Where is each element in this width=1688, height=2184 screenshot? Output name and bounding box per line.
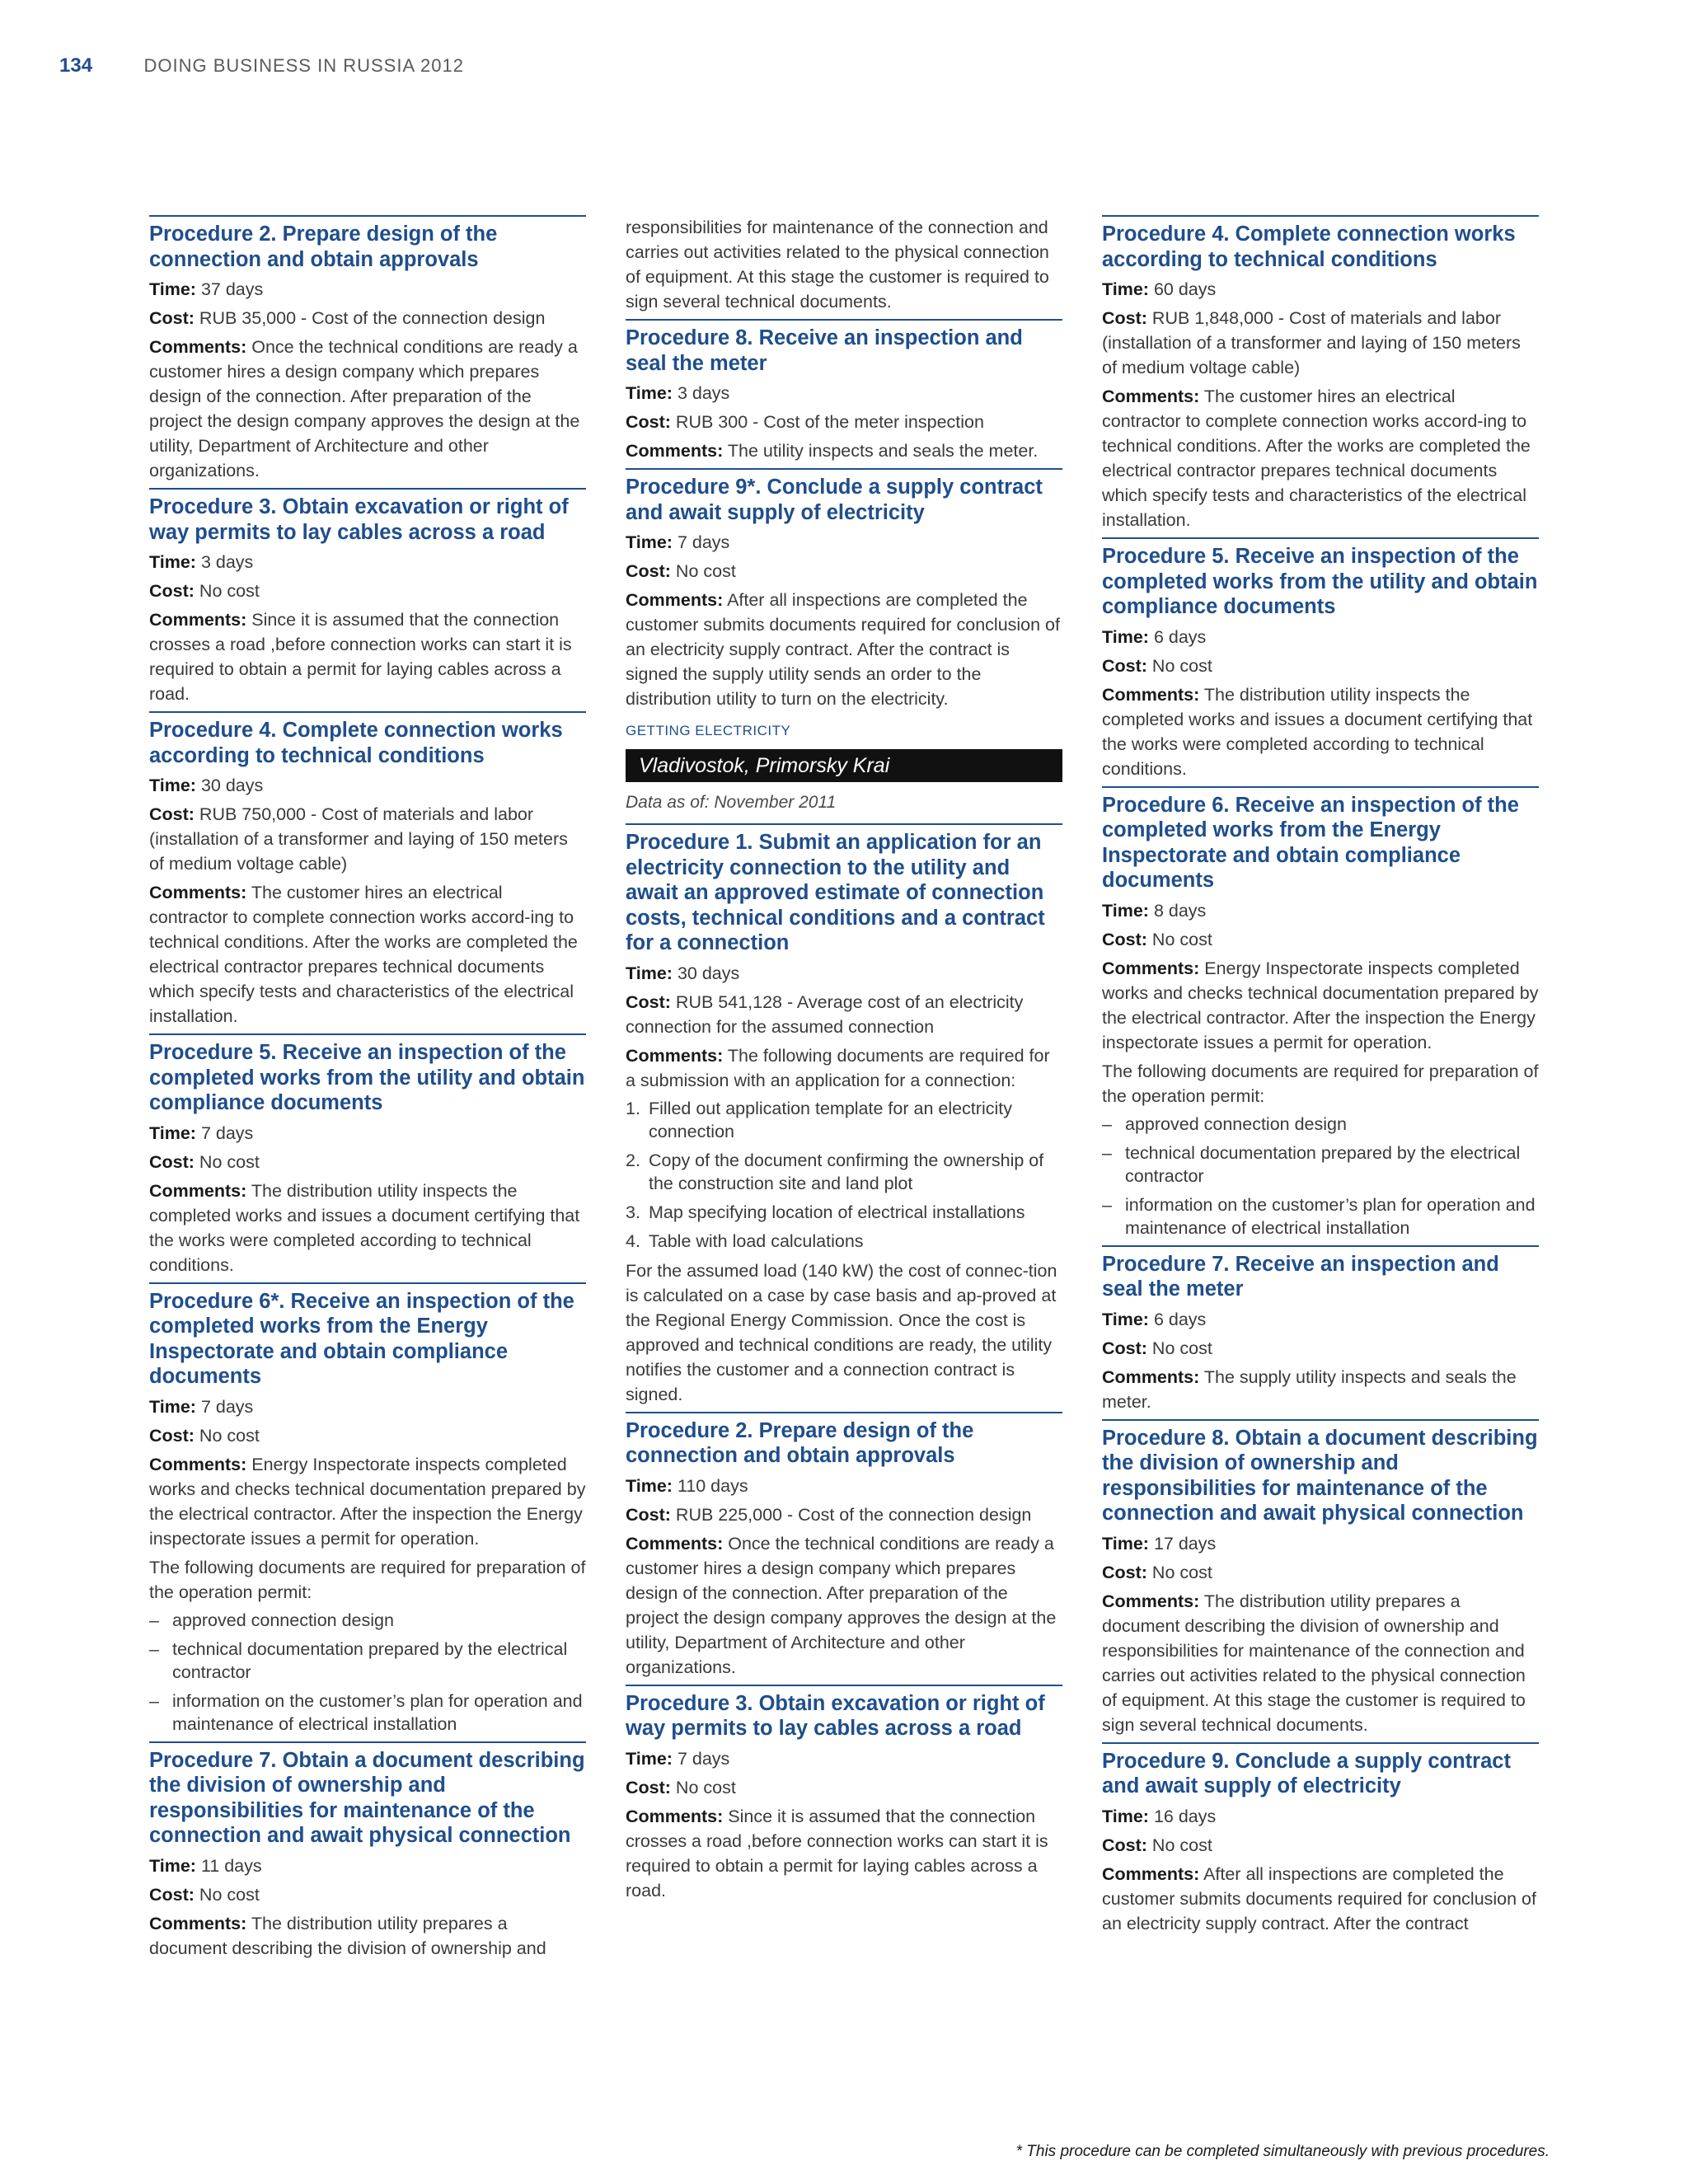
- item-text: Filled out application template for an electricity connection: [649, 1098, 1012, 1141]
- comments-value: After all inspections are completed the customer submits documents required for conclusion of an electricity supply contract. After the contract is signed the supply utility sends an order to the distribution utility to turn on the electricity.: [626, 590, 1060, 709]
- comments-field: [1102, 1862, 1539, 1936]
- column-3: [1102, 215, 1539, 1941]
- comments-value: After all inspections are completed the customer submits documents required for conclusion of an electricity supply contract. After the contract: [1102, 1863, 1536, 1933]
- cost-value: No cost: [675, 561, 736, 581]
- cost-field: [1102, 1336, 1539, 1361]
- cost-value: No cost: [1151, 1835, 1212, 1855]
- time-field: [1102, 1531, 1539, 1556]
- cost-label: Cost:: [149, 308, 195, 328]
- procedure-block: [1102, 215, 1539, 532]
- time-label: Time:: [149, 1855, 196, 1876]
- cost-value: RUB 300 - Cost of the meter inspection: [675, 412, 984, 432]
- time-value: 7 days: [677, 532, 730, 552]
- cost-field: [149, 802, 586, 876]
- cost-label: Cost:: [149, 581, 195, 601]
- time-value: 8 days: [1153, 900, 1207, 921]
- comments-value: Since it is assumed that the connection crosses a road ,before connection works can start it is required to obtain a permit for laying cables across a road.: [149, 610, 572, 704]
- cost-field: [626, 1502, 1062, 1527]
- procedure-title: Procedure 2. Prepare design of the connection and obtain approvals: [149, 223, 498, 271]
- cost-label: Cost:: [1102, 308, 1147, 328]
- comments-label: Comments:: [1102, 1863, 1200, 1884]
- procedure-title: Procedure 6. Receive an inspection of the completed works from the Energy Inspectorate and obtain compliance documents: [1102, 793, 1519, 892]
- comments-label: Comments:: [149, 883, 247, 902]
- comments-label: Comments:: [626, 1045, 724, 1066]
- comments-value: Energy Inspectorate inspects completed works and checks technical documentation prepared by the electrical contractor. After the inspection the Energy inspectorate issues a permit for operation.: [149, 1454, 586, 1549]
- procedure-block: [1102, 786, 1539, 1240]
- cost-field: [626, 990, 1062, 1039]
- item-text: Map specifying location of electrical installations: [649, 1202, 1025, 1222]
- procedure-title: Procedure 2. Prepare design of the connection and obtain approvals: [626, 1418, 974, 1467]
- time-field: [149, 550, 586, 574]
- time-label: Time:: [626, 383, 673, 403]
- comments-field: [1102, 682, 1539, 781]
- time-label: Time:: [626, 1748, 673, 1769]
- cost-label: Cost:: [149, 1425, 195, 1446]
- numbered-item: [626, 1097, 1062, 1143]
- comments-field: [1102, 1589, 1539, 1737]
- procedure-note: For the assumed load (140 kW) the cost of connec-tion is calculated on a case by case basis and ap-proved at the Regional Energy Commission. Once the cost is approved and technical conditions are ready, the utility notifies the customer and a connection contract is signed.: [626, 1260, 1057, 1404]
- time-value: 30 days: [200, 776, 264, 795]
- comments-value: Since it is assumed that the connection crosses a road ,before connection works can start it is required to obtain a permit for laying cables across a road.: [626, 1806, 1048, 1900]
- time-field: [1102, 277, 1539, 302]
- time-label: Time:: [1102, 626, 1149, 647]
- comments-label: Comments:: [626, 441, 724, 461]
- item-number: 4.: [626, 1230, 640, 1251]
- cost-label: Cost:: [626, 561, 671, 581]
- time-value: 7 days: [677, 1748, 730, 1769]
- time-label: Time:: [626, 532, 673, 552]
- comments-value: The distribution utility inspects the completed works and issues a document certifying that the works were completed according to technical conditions.: [149, 1180, 580, 1275]
- cost-field: [626, 410, 1062, 434]
- column-2-procedures-a: [626, 319, 1062, 711]
- time-label: Time:: [1102, 1806, 1149, 1826]
- procedure-block: [1102, 1742, 1539, 1936]
- time-field: [1102, 1804, 1539, 1829]
- cost-value: No cost: [675, 1777, 736, 1797]
- procedure-block: [626, 823, 1062, 1407]
- time-value: 11 days: [200, 1855, 262, 1876]
- time-field: [149, 773, 586, 798]
- column-1: [149, 215, 586, 1966]
- cost-field: [1102, 927, 1539, 952]
- bullet-item: – approved connection design: [1102, 1113, 1539, 1136]
- procedure-title: Procedure 5. Receive an inspection of the completed works from the utility and obtain compliance documents: [149, 1041, 585, 1114]
- comments-field: [1102, 384, 1539, 532]
- time-label: Time:: [626, 963, 673, 983]
- comments-value: The utility inspects and seals the meter.: [727, 441, 1039, 461]
- time-value: 16 days: [1153, 1806, 1217, 1826]
- procedure-title: Procedure 9*. Conclude a supply contract and await supply of electricity: [626, 476, 1043, 524]
- comments-value: Energy Inspectorate inspects completed works and checks technical documentation prepared by the electrical contractor. After the inspection the Energy inspectorate issues a permit for operation.: [1102, 958, 1539, 1052]
- time-label: Time:: [149, 552, 196, 572]
- publication-title: DOING BUSINESS IN RUSSIA 2012: [143, 55, 464, 76]
- cost-field: [1102, 306, 1539, 380]
- comments-field: [1102, 956, 1539, 1055]
- time-field: [626, 1474, 1062, 1498]
- cost-label: Cost:: [626, 1504, 671, 1525]
- procedure-title: Procedure 6*. Receive an inspection of the completed works from the Energy Inspectorate and obtain compliance documents: [149, 1289, 574, 1388]
- comments-label: Comments:: [1102, 958, 1200, 978]
- procedure-title: Procedure 4. Complete connection works according to technical conditions: [149, 719, 563, 767]
- comments-label: Comments:: [626, 1806, 724, 1826]
- time-value: 6 days: [1153, 626, 1207, 647]
- cost-value: No cost: [199, 1425, 260, 1446]
- time-label: Time:: [149, 1396, 196, 1417]
- page-number: 134: [59, 54, 93, 77]
- comments-field: [149, 880, 586, 1029]
- comments-field: [149, 607, 586, 706]
- time-value: 17 days: [1153, 1533, 1217, 1554]
- cost-field: [149, 1150, 586, 1174]
- cost-value: No cost: [1151, 655, 1212, 676]
- time-value: 7 days: [200, 1122, 254, 1143]
- time-field: [1102, 625, 1539, 649]
- comments-field: [626, 1531, 1062, 1680]
- procedure-block: [626, 1412, 1062, 1680]
- procedure-block: [1102, 537, 1539, 781]
- comments-value: The customer hires an electrical contractor to complete connection works accord-ing to technical conditions. After the works are completed the electrical contractor prepares technical documents which specify tests and characteristics of the electrical installation.: [149, 883, 578, 1026]
- numbered-item: [626, 1230, 1062, 1253]
- comments-field: [626, 1804, 1062, 1903]
- cost-value: RUB 35,000 - Cost of the connection design: [199, 308, 546, 328]
- bullet-list: [149, 1609, 586, 1736]
- cost-value: RUB 750,000 - Cost of materials and labor (installation of a transformer and laying of 150 meters of medium voltage cable): [149, 804, 568, 874]
- bullet-item: – technical documentation prepared by the electrical contractor: [149, 1638, 586, 1684]
- procedure-block: [1102, 1419, 1539, 1737]
- cost-value: No cost: [1151, 1338, 1212, 1358]
- item-number: 3.: [626, 1202, 640, 1222]
- comments-label: Comments:: [149, 337, 247, 357]
- comments-label: Comments:: [149, 1913, 247, 1933]
- cost-label: Cost:: [626, 991, 671, 1012]
- time-field: [149, 1394, 586, 1419]
- comments-label: Comments:: [1102, 1366, 1200, 1387]
- time-value: 110 days: [677, 1475, 748, 1496]
- comments-field: [149, 1179, 586, 1277]
- comments-field: [149, 335, 586, 483]
- comments-value: The distribution utility inspects the completed works and issues a document certifying that the works were completed according to technical conditions.: [1102, 684, 1533, 779]
- procedure-title: Procedure 8. Obtain a document describing the division of ownership and responsibilities for maintenance of the connection and await physical connection: [1102, 1426, 1538, 1525]
- bullet-item: – information on the customer’s plan for operation and maintenance of electrical installation: [1102, 1193, 1539, 1240]
- item-text: Table with load calculations: [649, 1230, 864, 1251]
- procedure-block: [149, 1741, 586, 1961]
- numbered-item: [626, 1201, 1062, 1224]
- cost-label: Cost:: [626, 412, 671, 432]
- cost-field: [149, 1882, 586, 1907]
- footnote: * This procedure can be completed simultaneously with previous procedures.: [1015, 2143, 1550, 2160]
- procedure-block: [149, 488, 586, 706]
- data-as-of: Data as of: November 2011: [626, 793, 837, 812]
- time-field: [149, 277, 586, 302]
- cost-field: [149, 1423, 586, 1448]
- time-value: 30 days: [677, 963, 740, 983]
- comments-label: Comments:: [1102, 1591, 1200, 1611]
- procedure-title: Procedure 3. Obtain excavation or right of way permits to lay cables across a road: [149, 495, 569, 544]
- cost-label: Cost:: [149, 1884, 195, 1905]
- cost-value: No cost: [199, 1151, 260, 1172]
- cost-field: [626, 559, 1062, 583]
- comments-field: [149, 1911, 586, 1961]
- comments-field: [626, 438, 1062, 463]
- cost-label: Cost:: [1102, 929, 1147, 949]
- time-field: [149, 1121, 586, 1146]
- time-label: Time:: [149, 1122, 196, 1143]
- time-label: Time:: [626, 1475, 673, 1496]
- numbered-list: [626, 1097, 1062, 1253]
- bullet-item: – information on the customer’s plan for operation and maintenance of electrical installation: [149, 1690, 586, 1736]
- cost-label: Cost:: [1102, 655, 1147, 676]
- procedure-title: Procedure 7. Obtain a document describing the division of ownership and responsibilities for maintenance of the connection and await physical connection: [149, 1748, 585, 1847]
- time-label: Time:: [1102, 279, 1149, 299]
- procedure-title: Procedure 9. Conclude a supply contract and await supply of electricity: [1102, 1749, 1511, 1797]
- time-value: 6 days: [1153, 1309, 1207, 1329]
- time-label: Time:: [149, 776, 196, 795]
- comments-value: The supply utility inspects and seals the meter.: [1102, 1366, 1517, 1412]
- procedure-extra: The following documents are required for preparation of the operation permit:: [149, 1557, 586, 1602]
- comments-value: The distribution utility prepares a document describing the division of ownership and: [149, 1913, 546, 1958]
- comments-label: Comments:: [1102, 684, 1200, 705]
- cost-label: Cost:: [149, 804, 195, 824]
- section-label: GETTING ELECTRICITY: [626, 723, 791, 738]
- time-value: 3 days: [200, 552, 254, 572]
- cost-field: [626, 1775, 1062, 1800]
- comments-value: The customer hires an electrical contractor to complete connection works accord-ing to technical conditions. After the works are completed the electrical contractor prepares technical documents which specify tests and characteristics of the electrical installation.: [1102, 387, 1531, 530]
- time-label: Time:: [1102, 1533, 1149, 1554]
- time-value: 7 days: [200, 1396, 254, 1417]
- time-label: Time:: [1102, 900, 1149, 921]
- item-text: Copy of the document confirming the ownership of the construction site and land plot: [649, 1150, 1044, 1193]
- cost-label: Cost:: [1102, 1338, 1147, 1358]
- comments-field: [149, 1452, 586, 1551]
- time-value: 60 days: [1153, 279, 1217, 299]
- time-field: [626, 961, 1062, 986]
- cost-label: Cost:: [1102, 1835, 1147, 1855]
- procedure-title: Procedure 5. Receive an inspection of the completed works from the utility and obtain compliance documents: [1102, 545, 1538, 618]
- procedure-title: Procedure 1. Submit an application for an electricity connection to the utility and await an approved estimate of connection costs, technical conditions and a contract for a connection: [626, 831, 1045, 954]
- cost-field: [1102, 654, 1539, 678]
- cost-value: No cost: [199, 581, 260, 601]
- cost-value: RUB 1,848,000 - Cost of materials and labor (installation of a transformer and laying of 150 meters of medium voltage cable): [1102, 308, 1521, 377]
- comments-field: [626, 588, 1062, 711]
- comments-label: Comments:: [626, 590, 724, 610]
- procedure-block: [626, 319, 1062, 463]
- cost-label: Cost:: [1102, 1562, 1147, 1582]
- procedure-block: [149, 215, 586, 483]
- cost-field: [1102, 1560, 1539, 1585]
- time-field: [149, 1854, 586, 1878]
- comments-value: Once the technical conditions are ready a customer hires a design company which prepares design of the connection. After preparation of the project the design company approves the design at the utility, Department of Architecture and other organizations.: [149, 337, 580, 480]
- item-number: 2.: [626, 1150, 640, 1170]
- procedure-title: Procedure 7. Receive an inspection and seal the meter: [1102, 1252, 1499, 1301]
- cost-value: No cost: [1151, 929, 1212, 949]
- time-value: 37 days: [200, 279, 264, 299]
- comments-field: [626, 1043, 1062, 1093]
- column-2: [626, 215, 1062, 1908]
- comments-label: Comments:: [149, 1180, 247, 1201]
- time-field: [1102, 898, 1539, 923]
- procedure-title: Procedure 4. Complete connection works according to technical conditions: [1102, 223, 1516, 271]
- procedure-title: Procedure 8. Receive an inspection and seal the meter: [626, 326, 1023, 375]
- city-title-bar: Vladivostok, Primorsky Krai: [626, 749, 1062, 782]
- column-2-procedures-b: [626, 823, 1062, 1903]
- time-field: [626, 530, 1062, 555]
- comments-label: Comments:: [149, 1454, 247, 1474]
- time-label: Time:: [1102, 1309, 1149, 1329]
- comments-label: Comments:: [626, 1533, 724, 1554]
- comments-label: Comments:: [1102, 387, 1200, 406]
- comments-value: The distribution utility prepares a document describing the division of ownership and responsibilities for maintenance of the connection and carries out activities related to the physical connection of equipment. At this stage the customer is required to sign several technical documents.: [1102, 1591, 1526, 1735]
- comments-field: [1102, 1365, 1539, 1414]
- cost-field: [149, 306, 586, 330]
- cost-value: No cost: [1151, 1562, 1212, 1582]
- page-header: [59, 54, 464, 79]
- cost-value: RUB 541,128 - Average cost of an electricity connection for the assumed connection: [626, 991, 1024, 1037]
- time-field: [626, 381, 1062, 405]
- procedure-block: [149, 1282, 586, 1736]
- cost-value: No cost: [199, 1884, 260, 1905]
- continued-text: responsibilities for maintenance of the connection and carries out activities related to the physical connection of equipment. At this stage the customer is required to sign several technical documents.: [626, 218, 1049, 312]
- numbered-item: [626, 1149, 1062, 1195]
- bullet-item: – technical documentation prepared by the electrical contractor: [1102, 1141, 1539, 1188]
- procedure-block: [149, 1033, 586, 1277]
- comments-value: Once the technical conditions are ready a customer hires a design company which prepares design of the connection. After preparation of the project the design company approves the design at the utility, Department of Architecture and other organizations.: [626, 1533, 1057, 1677]
- procedure-block: [149, 711, 586, 1029]
- procedure-title: Procedure 3. Obtain excavation or right of way permits to lay cables across a road: [626, 1691, 1045, 1740]
- cost-field: [149, 579, 586, 603]
- comments-value: The following documents are required for a submission with an application for a connection:: [626, 1045, 1050, 1090]
- procedure-block: [626, 468, 1062, 711]
- bullet-list: [1102, 1113, 1539, 1240]
- bullet-item: – approved connection design: [149, 1609, 586, 1632]
- time-value: 3 days: [677, 383, 730, 403]
- time-field: [1102, 1307, 1539, 1332]
- procedure-extra: The following documents are required for preparation of the operation permit:: [1102, 1061, 1539, 1106]
- cost-field: [1102, 1833, 1539, 1858]
- time-field: [626, 1746, 1062, 1771]
- cost-value: RUB 225,000 - Cost of the connection design: [675, 1504, 1032, 1525]
- procedure-block: [626, 1685, 1062, 1903]
- cost-label: Cost:: [626, 1777, 671, 1797]
- cost-label: Cost:: [149, 1151, 195, 1172]
- time-label: Time:: [149, 279, 196, 299]
- comments-label: Comments:: [149, 610, 247, 630]
- item-number: 1.: [626, 1098, 640, 1118]
- procedure-block: [1102, 1245, 1539, 1414]
